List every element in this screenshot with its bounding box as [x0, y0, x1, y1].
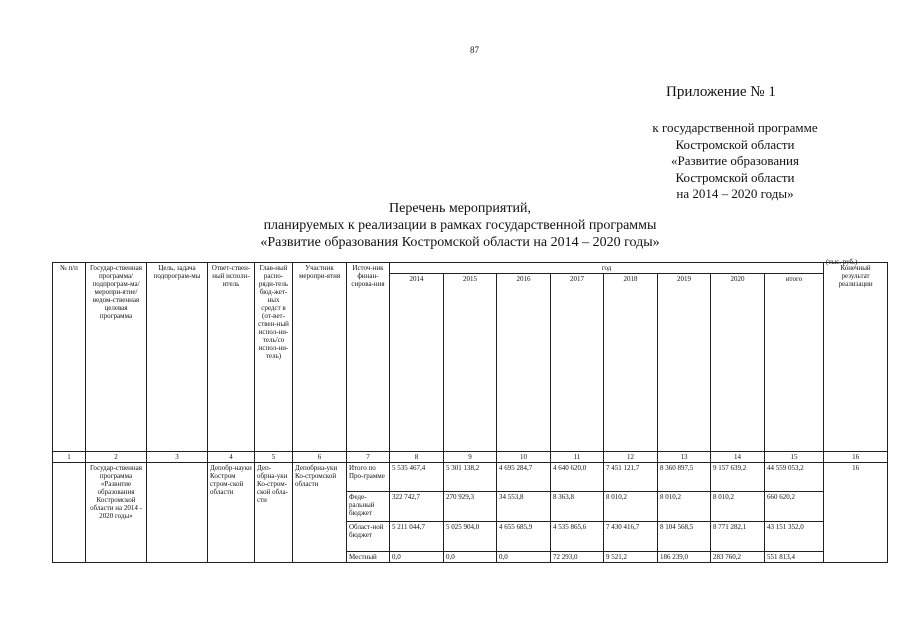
funding-value: 72 293,0	[551, 552, 604, 563]
measures-table	[52, 262, 888, 563]
funding-value: 8 771 282,1	[711, 522, 765, 552]
header-manager: Глав-ный распо-ряди-тель бюд-жет-ных средст в (от-вет-ствен-ный испол-ни-тель/со испол-ни-тель)	[255, 263, 293, 452]
column-number: 2	[86, 452, 147, 463]
funding-value: 8 104 568,5	[658, 522, 711, 552]
funding-value: 270 929,3	[444, 492, 497, 522]
column-number: 13	[658, 452, 711, 463]
column-number: 10	[497, 452, 551, 463]
column-number: 8	[390, 452, 444, 463]
document-title-line: Перечень мероприятий,	[389, 201, 531, 216]
header-total: итого	[765, 274, 824, 452]
row-goal-cell	[147, 463, 208, 563]
header-program: Государ-ственная программа/ подпрограм-ма/ меропри-ятие/ ведом-ственная целевая программа	[86, 263, 147, 452]
funding-value: 4 535 865,6	[551, 522, 604, 552]
appendix-subtitle-line: на 2014 – 2020 годы»	[676, 186, 794, 201]
header-goal: Цель, задача подпрограм-мы	[147, 263, 208, 452]
funding-value: 9 157 639,2	[711, 463, 765, 492]
funding-value: 8 010,2	[604, 492, 658, 522]
funding-value: 283 760,2	[711, 552, 765, 563]
document-title-line: «Развитие образования Костромской области на 2014 – 2020 годы»	[260, 235, 660, 250]
header-year: 2014	[390, 274, 444, 452]
funding-value: 4 695 284,7	[497, 463, 551, 492]
funding-value: 7 451 121,7	[604, 463, 658, 492]
header-result: Конечный результат реализации	[824, 263, 888, 452]
appendix-subtitle-line: Костромской области	[675, 169, 795, 185]
header-year: 2016	[497, 274, 551, 452]
appendix-subtitle-line: к государственной программе	[652, 120, 818, 135]
document-title-line: планируемых к реализации в рамках государственной программы	[263, 218, 657, 233]
funding-value: 0,0	[390, 552, 444, 563]
column-number: 12	[604, 452, 658, 463]
funding-value: 322 742,7	[390, 492, 444, 522]
funding-total: 660 620,2	[765, 492, 824, 522]
funding-value: 5 301 138,2	[444, 463, 497, 492]
header-responsible: Ответ-ствен-ный исполн-итель	[208, 263, 255, 452]
row-responsible: Депобр-науки Костром стром-ской области	[208, 463, 255, 563]
funding-source: Феде-ральный бюджет	[347, 492, 390, 522]
funding-source: Област-ной бюджет	[347, 522, 390, 552]
funding-value: 9 521,2	[604, 552, 658, 563]
header-year: 2019	[658, 274, 711, 452]
row-num-cell	[53, 463, 86, 563]
funding-total: 43 151 352,0	[765, 522, 824, 552]
column-number: 3	[147, 452, 208, 463]
column-number: 1	[53, 452, 86, 463]
header-source: Источ-ник финан-сирова-ния	[347, 263, 390, 452]
funding-value: 186 239,0	[658, 552, 711, 563]
funding-value: 5 211 044,7	[390, 522, 444, 552]
document-title	[180, 200, 740, 251]
row-manager: Деп-обрна-уки Ко-стром-ской обла-сти	[255, 463, 293, 563]
column-number: 9	[444, 452, 497, 463]
header-year-group: год	[390, 263, 824, 274]
column-number: 11	[551, 452, 604, 463]
column-number: 6	[293, 452, 347, 463]
column-number: 16	[824, 452, 888, 463]
funding-value: 34 553,8	[497, 492, 551, 522]
funding-source: Местный	[347, 552, 390, 563]
column-number: 15	[765, 452, 824, 463]
column-number: 7	[347, 452, 390, 463]
appendix-subtitle	[600, 120, 870, 203]
funding-value: 5 535 467,4	[390, 463, 444, 492]
funding-value: 8 360 897,5	[658, 463, 711, 492]
header-participant: Участник меропри-ятия	[293, 263, 347, 452]
funding-value: 8 010,2	[711, 492, 765, 522]
funding-value: 5 025 904,0	[444, 522, 497, 552]
appendix-subtitle-line: «Развитие образования	[671, 153, 799, 168]
funding-value: 0,0	[497, 552, 551, 563]
column-number: 4	[208, 452, 255, 463]
funding-value: 8 010,2	[658, 492, 711, 522]
appendix-subtitle-line: Костромской области	[675, 136, 795, 152]
row-program: Государ-ственная программа «Развитие образования Костромской области на 2014 - 2020 годы»	[86, 463, 147, 563]
funding-value: 7 430 416,7	[604, 522, 658, 552]
funding-total: 44 559 053,2	[765, 463, 824, 492]
page-number: 87	[470, 45, 479, 55]
header-year: 2020	[711, 274, 765, 452]
funding-total: 551 813,4	[765, 552, 824, 563]
header-year: 2015	[444, 274, 497, 452]
units-note: (тыс. руб.)	[826, 258, 858, 266]
funding-source: Итого по Про-грамме	[347, 463, 390, 492]
column-number: 14	[711, 452, 765, 463]
appendix-title: Приложение № 1	[666, 84, 776, 100]
funding-value: 4 640 620,0	[551, 463, 604, 492]
header-year: 2017	[551, 274, 604, 452]
column-number: 5	[255, 452, 293, 463]
funding-value: 0,0	[444, 552, 497, 563]
header-num: № п/п	[53, 263, 86, 452]
funding-value: 8 363,8	[551, 492, 604, 522]
table-row	[53, 463, 888, 492]
row-participant: Депобрна-уки Ко-стромской области	[293, 463, 347, 563]
funding-value: 4 655 685,9	[497, 522, 551, 552]
row-result: 16	[824, 463, 888, 563]
header-year: 2018	[604, 274, 658, 452]
